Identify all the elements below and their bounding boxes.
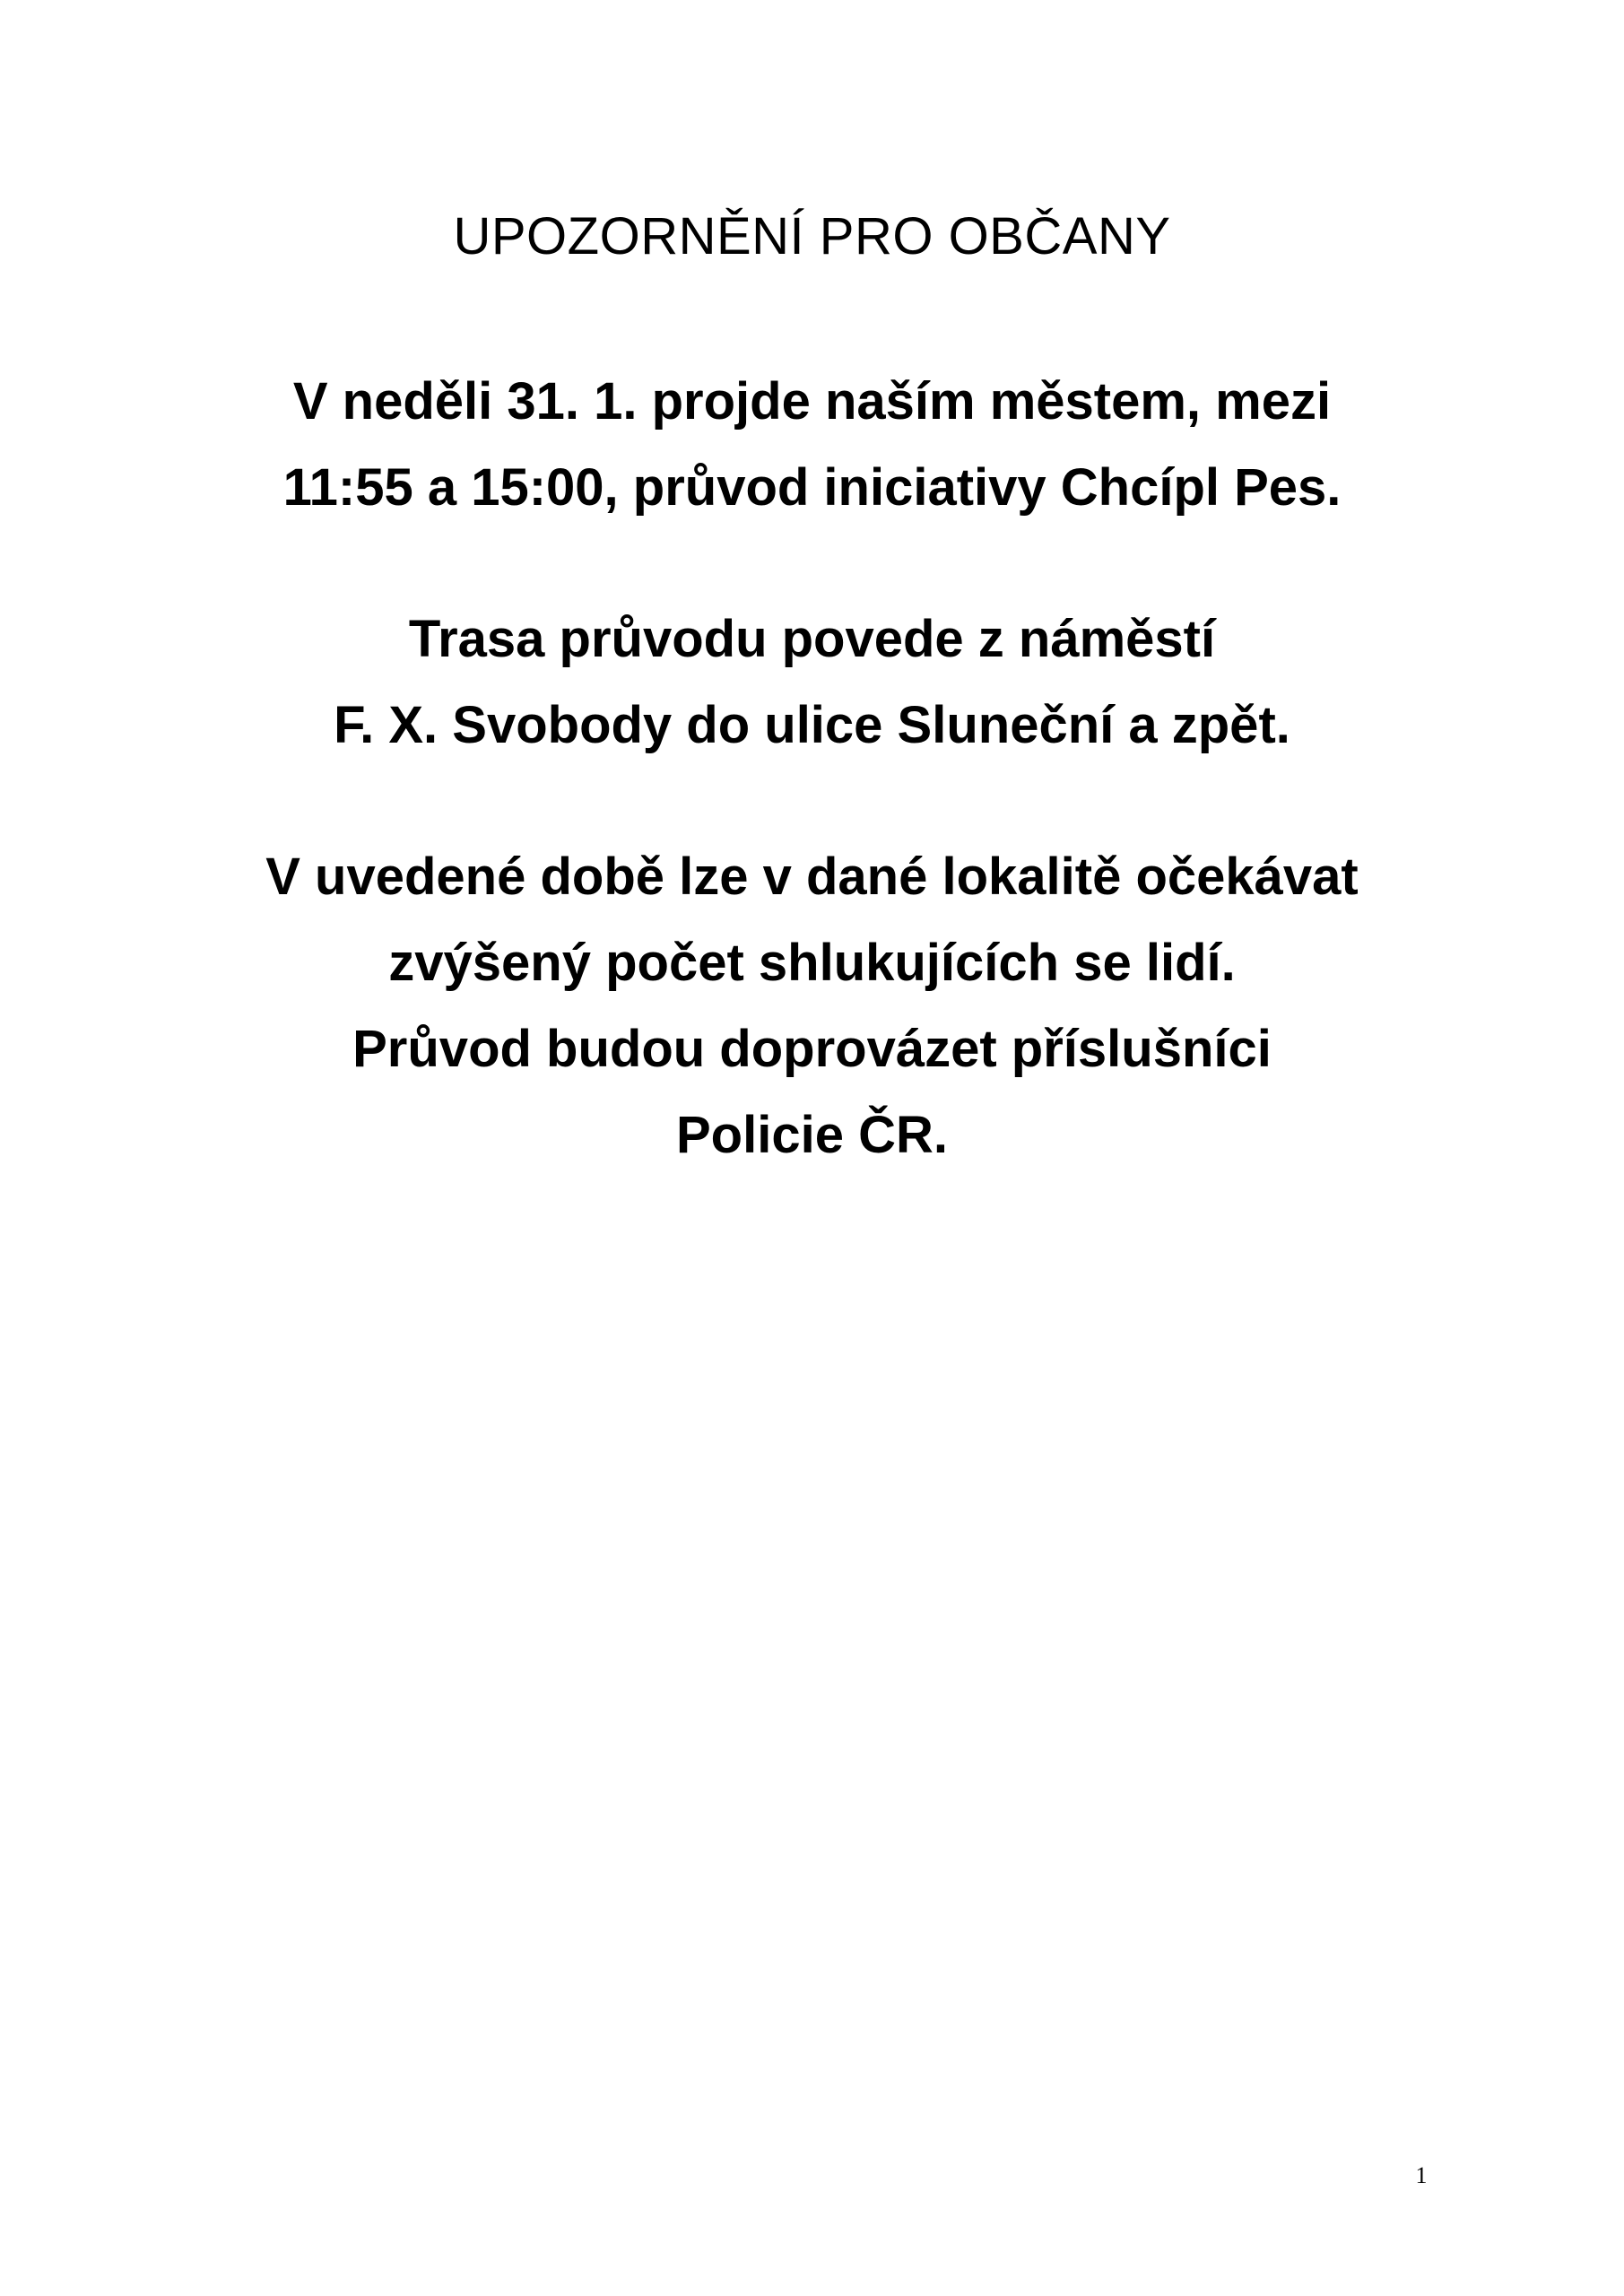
paragraph-route — [0, 596, 1624, 769]
paragraph-line: Průvod budou doprovázet příslušníci — [352, 1020, 1272, 1078]
paragraph-line: Trasa průvodu povede z náměstí — [408, 610, 1216, 668]
paragraph-warning — [0, 834, 1624, 1178]
paragraph-line: V neděli 31. 1. projde naším městem, mezi — [292, 372, 1332, 430]
paragraph-event-announcement — [0, 359, 1624, 531]
paragraph-line: F. X. Svobody do ulice Sluneční a zpět. — [334, 696, 1290, 754]
page-number: 1 — [1415, 2162, 1428, 2188]
paragraph-line: Policie ČR. — [676, 1106, 948, 1164]
notice-title: UPOZORNĚNÍ PRO OBČANY — [453, 207, 1171, 265]
paragraph-line: V uvedené době lze v dané lokalitě očekávat — [265, 848, 1359, 906]
paragraph-line: 11:55 a 15:00, průvod iniciativy Chcípl Pes. — [282, 458, 1342, 517]
paragraph-line: zvýšený počet shlukujících se lidí. — [388, 934, 1236, 992]
